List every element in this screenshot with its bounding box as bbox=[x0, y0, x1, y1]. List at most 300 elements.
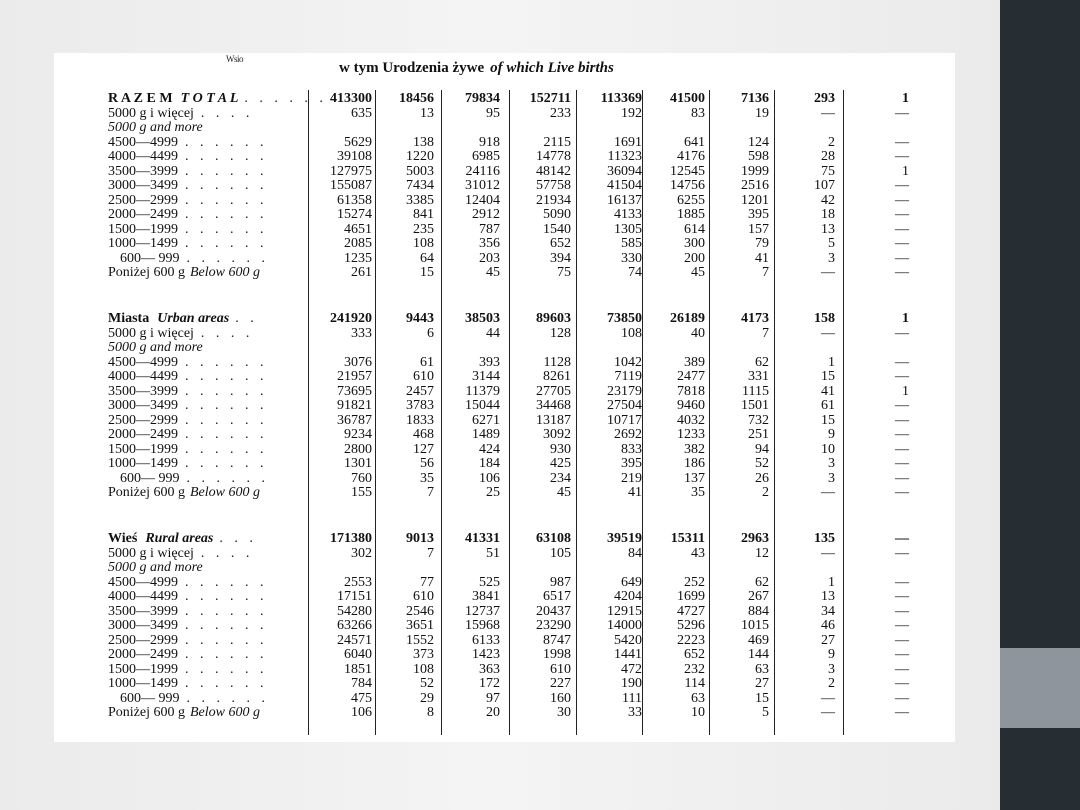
table-cell: 241920 bbox=[330, 311, 372, 326]
table-cell: 1851 bbox=[344, 661, 372, 677]
table-cell: 9460 bbox=[677, 398, 705, 413]
table-cell: — bbox=[895, 398, 909, 413]
row-label bbox=[108, 428, 268, 442]
table-cell: 3 bbox=[828, 250, 835, 266]
table-cell: 12404 bbox=[465, 192, 500, 208]
table-cell: 30 bbox=[557, 705, 571, 720]
table-cell: 8 bbox=[427, 705, 434, 720]
table-cell: 15 bbox=[821, 369, 835, 384]
table-cell: 10 bbox=[821, 441, 835, 457]
table-cell: 3 bbox=[828, 661, 835, 677]
table-row bbox=[54, 561, 955, 575]
table-row bbox=[54, 547, 955, 561]
table-heading bbox=[339, 60, 614, 77]
table-cell: 373 bbox=[413, 647, 434, 662]
table-cell: 34468 bbox=[536, 398, 571, 413]
table-cell: 113369 bbox=[600, 91, 642, 106]
table-cell: 10717 bbox=[607, 412, 642, 428]
leader-dots: . . . . . . bbox=[185, 589, 268, 604]
table-cell: 39519 bbox=[607, 531, 642, 546]
row-label bbox=[108, 208, 268, 222]
table-cell: 333 bbox=[351, 325, 372, 341]
section-title-row bbox=[54, 532, 955, 546]
table-cell: 614 bbox=[684, 221, 705, 237]
table-cell: — bbox=[895, 207, 909, 222]
table-cell: 5090 bbox=[543, 207, 571, 222]
table-cell: 251 bbox=[748, 427, 769, 442]
table-row bbox=[54, 457, 955, 471]
row-label bbox=[108, 223, 268, 237]
leader-dots: . . . . . . bbox=[185, 221, 268, 237]
table-cell: — bbox=[895, 236, 909, 251]
table-cell: 63266 bbox=[337, 618, 372, 633]
row-label-polish: 3500—3999 bbox=[108, 163, 178, 179]
row-label-polish: 3000—3499 bbox=[108, 618, 178, 633]
row-label bbox=[108, 327, 253, 341]
table-row bbox=[54, 385, 955, 399]
table-cell: 1220 bbox=[406, 149, 434, 164]
table-cell: — bbox=[895, 589, 909, 604]
table-cell: 27 bbox=[821, 632, 835, 648]
row-label-polish: 1500—1999 bbox=[108, 441, 178, 457]
table-row bbox=[54, 341, 955, 355]
table-row bbox=[54, 266, 955, 280]
table-cell: 610 bbox=[413, 369, 434, 384]
leader-dots: . . . . bbox=[200, 325, 254, 341]
table-cell: 9 bbox=[828, 427, 835, 442]
table-cell: 63 bbox=[691, 690, 705, 706]
table-cell: 95 bbox=[486, 105, 500, 121]
table-row bbox=[54, 121, 955, 135]
table-cell: 267 bbox=[748, 589, 769, 604]
table-cell: 930 bbox=[550, 441, 571, 457]
leader-dots: . . . . . . bbox=[185, 427, 268, 442]
table-cell: 2457 bbox=[406, 383, 434, 399]
table-cell: — bbox=[821, 705, 835, 720]
table-cell: 7136 bbox=[741, 91, 769, 106]
row-label-polish: 1500—1999 bbox=[108, 221, 178, 237]
table-cell: 108 bbox=[413, 661, 434, 677]
table-cell: 787 bbox=[479, 221, 500, 237]
table-cell: — bbox=[895, 105, 909, 121]
table-cell: 300 bbox=[684, 236, 705, 251]
table-cell: 108 bbox=[413, 236, 434, 251]
row-label bbox=[108, 266, 260, 280]
table-row bbox=[54, 590, 955, 604]
table-cell: 585 bbox=[621, 236, 642, 251]
table-cell: 74 bbox=[628, 265, 642, 280]
row-label-polish: 2000—2499 bbox=[108, 647, 178, 662]
table-cell: 469 bbox=[748, 632, 769, 648]
table-cell: 106 bbox=[351, 705, 372, 720]
table-cell: 160 bbox=[550, 690, 571, 706]
table-cell: — bbox=[895, 134, 909, 150]
table-cell: 413300 bbox=[330, 91, 372, 106]
table-row bbox=[54, 648, 955, 662]
table-cell: 4176 bbox=[677, 149, 705, 164]
row-label bbox=[108, 619, 268, 633]
table-cell: 36094 bbox=[607, 163, 642, 179]
table-cell: 108 bbox=[621, 325, 642, 341]
table-cell: — bbox=[895, 603, 909, 619]
table-cell: 203 bbox=[479, 250, 500, 266]
section-title-row bbox=[54, 92, 955, 106]
table-row bbox=[54, 150, 955, 164]
table-cell: 61 bbox=[420, 354, 434, 370]
table-cell: — bbox=[821, 105, 835, 121]
table-cell: 41504 bbox=[607, 178, 642, 193]
table-cell: 2912 bbox=[472, 207, 500, 222]
table-cell: 7434 bbox=[406, 178, 434, 193]
table-cell: 5296 bbox=[677, 618, 705, 633]
table-cell: 3841 bbox=[472, 589, 500, 604]
table-cell: 155087 bbox=[330, 178, 372, 193]
table-cell: 61 bbox=[821, 398, 835, 413]
leader-dots: . . . . . . bbox=[185, 178, 268, 193]
table-cell: 63 bbox=[755, 661, 769, 677]
table-row bbox=[54, 165, 955, 179]
table-cell: 31012 bbox=[465, 178, 500, 193]
table-cell: 1999 bbox=[741, 163, 769, 179]
table-cell: 3076 bbox=[344, 354, 372, 370]
row-label-polish: 3000—3499 bbox=[108, 178, 178, 193]
row-label bbox=[120, 472, 269, 486]
row-label bbox=[108, 341, 203, 355]
table-cell: 598 bbox=[748, 149, 769, 164]
table-cell: 16137 bbox=[607, 192, 642, 208]
leader-dots: . . . . . . bbox=[185, 134, 268, 150]
table-cell: 127 bbox=[413, 441, 434, 457]
table-row bbox=[54, 208, 955, 222]
table-cell: 12737 bbox=[465, 603, 500, 619]
table-row bbox=[54, 634, 955, 648]
table-cell: — bbox=[895, 192, 909, 208]
table-cell: 12915 bbox=[607, 603, 642, 619]
row-label-polish: 600— 999 bbox=[120, 250, 180, 266]
table-cell: 12545 bbox=[670, 163, 705, 179]
table-cell: 21957 bbox=[337, 369, 372, 384]
table-cell: 29 bbox=[420, 690, 434, 706]
table-cell: 9 bbox=[828, 647, 835, 662]
table-cell: 1 bbox=[902, 163, 909, 179]
table-cell: 302 bbox=[351, 545, 372, 561]
leader-dots: . . bbox=[235, 311, 258, 326]
table-cell: 128 bbox=[550, 325, 571, 341]
leader-dots: . . . . . . bbox=[185, 456, 268, 471]
table-cell: — bbox=[821, 690, 835, 706]
table-cell: — bbox=[895, 456, 909, 471]
section-title bbox=[108, 532, 257, 546]
row-label-polish: 3500—3999 bbox=[108, 603, 178, 619]
table-row bbox=[54, 576, 955, 590]
row-label bbox=[108, 414, 268, 428]
row-label bbox=[108, 561, 203, 575]
section-title bbox=[108, 92, 327, 106]
table-cell: 63108 bbox=[536, 531, 571, 546]
row-label-polish: 4500—4999 bbox=[108, 134, 178, 150]
row-label bbox=[108, 663, 268, 677]
leader-dots: . . . . . . bbox=[185, 661, 268, 677]
table-cell: — bbox=[895, 149, 909, 164]
row-label-polish: 2000—2499 bbox=[108, 427, 178, 442]
table-cell: 9234 bbox=[344, 427, 372, 442]
section-title-row bbox=[54, 312, 955, 326]
table-cell: 2692 bbox=[614, 427, 642, 442]
row-label bbox=[120, 252, 269, 266]
table-cell: 1885 bbox=[677, 207, 705, 222]
table-cell: 2963 bbox=[741, 531, 769, 546]
heading-english: of which Live births bbox=[490, 60, 614, 76]
leader-dots: . . . . . . bbox=[186, 470, 269, 486]
row-label-polish: 2500—2999 bbox=[108, 632, 178, 648]
table-cell: 56 bbox=[420, 456, 434, 471]
table-cell: 42 bbox=[821, 192, 835, 208]
table-row bbox=[54, 237, 955, 251]
table-cell: 15 bbox=[755, 690, 769, 706]
table-cell: 1552 bbox=[406, 632, 434, 648]
table-cell: 105 bbox=[550, 545, 571, 561]
table-row bbox=[54, 107, 955, 121]
table-cell: 15044 bbox=[465, 398, 500, 413]
table-cell: — bbox=[895, 531, 909, 546]
table-cell: 12 bbox=[755, 545, 769, 561]
table-cell: 1 bbox=[902, 91, 909, 106]
table-cell: 75 bbox=[557, 265, 571, 280]
table-cell: — bbox=[895, 250, 909, 266]
table-cell: 186 bbox=[684, 456, 705, 471]
leader-dots: . . . . . . bbox=[185, 574, 268, 590]
table-cell: — bbox=[895, 178, 909, 193]
table-cell: 1423 bbox=[472, 647, 500, 662]
table-cell: 356 bbox=[479, 236, 500, 251]
leader-dots: . . . . . . bbox=[185, 383, 268, 399]
section-title-english: Urban areas bbox=[157, 311, 230, 326]
table-cell: 5629 bbox=[344, 134, 372, 150]
table-cell: 144 bbox=[748, 647, 769, 662]
table-cell: 18456 bbox=[399, 91, 434, 106]
table-cell: 124 bbox=[748, 134, 769, 150]
table-cell: 4133 bbox=[614, 207, 642, 222]
table-cell: 393 bbox=[479, 354, 500, 370]
table-cell: — bbox=[895, 412, 909, 428]
slide-sidebar-accent bbox=[1000, 648, 1080, 728]
table-cell: 331 bbox=[748, 369, 769, 384]
leader-dots: . . . . . . bbox=[185, 676, 268, 691]
leader-dots: . . . . . . bbox=[185, 441, 268, 457]
table-cell: 41331 bbox=[465, 531, 500, 546]
table-cell: — bbox=[895, 705, 909, 720]
table-cell: 1540 bbox=[543, 221, 571, 237]
leader-dots: . . . . . . bbox=[185, 236, 268, 251]
table-cell: 363 bbox=[479, 661, 500, 677]
table-cell: 1042 bbox=[614, 354, 642, 370]
row-label-polish: 5000 g i więcej bbox=[108, 325, 194, 341]
table-cell: 171380 bbox=[330, 531, 372, 546]
table-cell: 26 bbox=[755, 470, 769, 486]
table-cell: 14000 bbox=[607, 618, 642, 633]
table-cell: 1 bbox=[902, 311, 909, 326]
row-label bbox=[108, 677, 268, 691]
table-cell: 84 bbox=[628, 545, 642, 561]
table-cell: 41 bbox=[821, 383, 835, 399]
table-cell: 1128 bbox=[543, 354, 571, 370]
table-cell: 45 bbox=[691, 265, 705, 280]
table-cell: 21934 bbox=[536, 192, 571, 208]
table-cell: 2 bbox=[828, 676, 835, 691]
table-cell: 6985 bbox=[472, 149, 500, 164]
table-cell: 27504 bbox=[607, 398, 642, 413]
row-label-polish: 5000 g i więcej bbox=[108, 105, 194, 121]
table-cell: — bbox=[895, 470, 909, 486]
table-cell: 155 bbox=[351, 485, 372, 500]
table-cell: 35 bbox=[420, 470, 434, 486]
table-cell: 472 bbox=[621, 661, 642, 677]
table-cell: 19 bbox=[755, 105, 769, 121]
table-cell: 784 bbox=[351, 676, 372, 691]
table-cell: 172 bbox=[479, 676, 500, 691]
table-cell: 2477 bbox=[677, 369, 705, 384]
section-title-polish: Wieś bbox=[108, 531, 138, 546]
table-row bbox=[54, 706, 955, 720]
row-label bbox=[108, 179, 268, 193]
table-cell: 4032 bbox=[677, 412, 705, 428]
table-cell: 36787 bbox=[337, 412, 372, 428]
table-cell: 97 bbox=[486, 690, 500, 706]
table-cell: 1691 bbox=[614, 134, 642, 150]
table-cell: 1 bbox=[902, 383, 909, 399]
table-cell: 44 bbox=[486, 325, 500, 341]
table-row bbox=[54, 443, 955, 457]
table-cell: 233 bbox=[550, 105, 571, 121]
section-title-english: Rural areas bbox=[145, 531, 214, 546]
table-cell: 3783 bbox=[406, 398, 434, 413]
table-cell: 1699 bbox=[677, 589, 705, 604]
row-label bbox=[108, 150, 268, 164]
table-cell: — bbox=[821, 325, 835, 341]
leader-dots: . . . . . . bbox=[186, 690, 269, 706]
leader-dots: . . . . . . bbox=[185, 192, 268, 208]
row-label-polish: 1000—1499 bbox=[108, 456, 178, 471]
table-cell: 1235 bbox=[344, 250, 372, 266]
table-cell: 5 bbox=[828, 236, 835, 251]
row-label bbox=[108, 443, 268, 457]
table-cell: — bbox=[895, 427, 909, 442]
row-label bbox=[108, 237, 268, 251]
section-title-polish: Miasta bbox=[108, 311, 150, 326]
table-cell: — bbox=[895, 618, 909, 633]
row-label bbox=[108, 634, 268, 648]
table-cell: 62 bbox=[755, 574, 769, 590]
table-cell: 192 bbox=[621, 105, 642, 121]
table-cell: 64 bbox=[420, 250, 434, 266]
row-label bbox=[108, 399, 268, 413]
leader-dots: . . . . . . bbox=[186, 250, 269, 266]
table-cell: 190 bbox=[621, 676, 642, 691]
row-label bbox=[108, 385, 268, 399]
table-cell: — bbox=[895, 369, 909, 384]
table-cell: — bbox=[821, 265, 835, 280]
table-cell: 6517 bbox=[543, 589, 571, 604]
table-cell: 732 bbox=[748, 412, 769, 428]
table-cell: 7 bbox=[762, 265, 769, 280]
table-cell: 107 bbox=[814, 178, 835, 193]
table-cell: 2 bbox=[762, 485, 769, 500]
table-cell: 27705 bbox=[536, 383, 571, 399]
table-cell: 14778 bbox=[536, 149, 571, 164]
table-cell: — bbox=[895, 325, 909, 341]
table-cell: 41 bbox=[755, 250, 769, 266]
table-cell: 918 bbox=[479, 134, 500, 150]
table-cell: 46 bbox=[821, 618, 835, 633]
table-cell: 20437 bbox=[536, 603, 571, 619]
table-cell: 34 bbox=[821, 603, 835, 619]
row-label bbox=[108, 356, 268, 370]
table-cell: 6 bbox=[427, 325, 434, 341]
row-label bbox=[108, 121, 203, 135]
row-label-polish: 3000—3499 bbox=[108, 398, 178, 413]
row-label bbox=[108, 706, 260, 720]
table-cell: — bbox=[895, 545, 909, 561]
table-cell: 9443 bbox=[406, 311, 434, 326]
table-cell: 382 bbox=[684, 441, 705, 457]
row-label-polish: 1500—1999 bbox=[108, 661, 178, 677]
table-cell: 833 bbox=[621, 441, 642, 457]
table-cell: 15 bbox=[821, 412, 835, 428]
table-cell: 3092 bbox=[543, 427, 571, 442]
table-row bbox=[54, 399, 955, 413]
table-cell: 475 bbox=[351, 690, 372, 706]
table-cell: 152711 bbox=[529, 91, 571, 106]
table-cell: 1015 bbox=[741, 618, 769, 633]
table-cell: 424 bbox=[479, 441, 500, 457]
table-cell: 184 bbox=[479, 456, 500, 471]
row-label-english: Below 600 g bbox=[190, 485, 260, 500]
table-cell: 1201 bbox=[741, 192, 769, 208]
leader-dots: . . . . bbox=[200, 105, 254, 121]
row-label-polish: Poniżej 600 g bbox=[108, 705, 185, 720]
leader-dots: . . . bbox=[219, 531, 257, 546]
table-cell: — bbox=[895, 221, 909, 237]
row-label-english: Below 600 g bbox=[190, 705, 260, 720]
table-cell: 389 bbox=[684, 354, 705, 370]
table-cell: 232 bbox=[684, 661, 705, 677]
table-cell: 17151 bbox=[337, 589, 372, 604]
table-cell: 4204 bbox=[614, 589, 642, 604]
table-cell: 425 bbox=[550, 456, 571, 471]
table-cell: 23290 bbox=[536, 618, 571, 633]
table-cell: 5 bbox=[762, 705, 769, 720]
leader-dots: . . . . bbox=[200, 545, 254, 561]
table-row bbox=[54, 356, 955, 370]
table-cell: 610 bbox=[413, 589, 434, 604]
row-label-polish: 600— 999 bbox=[120, 470, 180, 486]
row-label-english: 5000 g and more bbox=[108, 560, 203, 575]
table-cell: 79834 bbox=[465, 91, 500, 106]
table-cell: 2223 bbox=[677, 632, 705, 648]
table-row bbox=[54, 486, 955, 500]
table-cell: 41500 bbox=[670, 91, 705, 106]
table-cell: 20 bbox=[486, 705, 500, 720]
table-cell: — bbox=[895, 690, 909, 706]
leader-dots: . . . . . . bbox=[185, 412, 268, 428]
table-cell: 7818 bbox=[677, 383, 705, 399]
table-cell: 219 bbox=[621, 470, 642, 486]
table-cell: 1115 bbox=[742, 383, 769, 399]
table-cell: 5003 bbox=[406, 163, 434, 179]
table-cell: 73850 bbox=[607, 311, 642, 326]
table-cell: 652 bbox=[684, 647, 705, 662]
table-cell: 1998 bbox=[543, 647, 571, 662]
